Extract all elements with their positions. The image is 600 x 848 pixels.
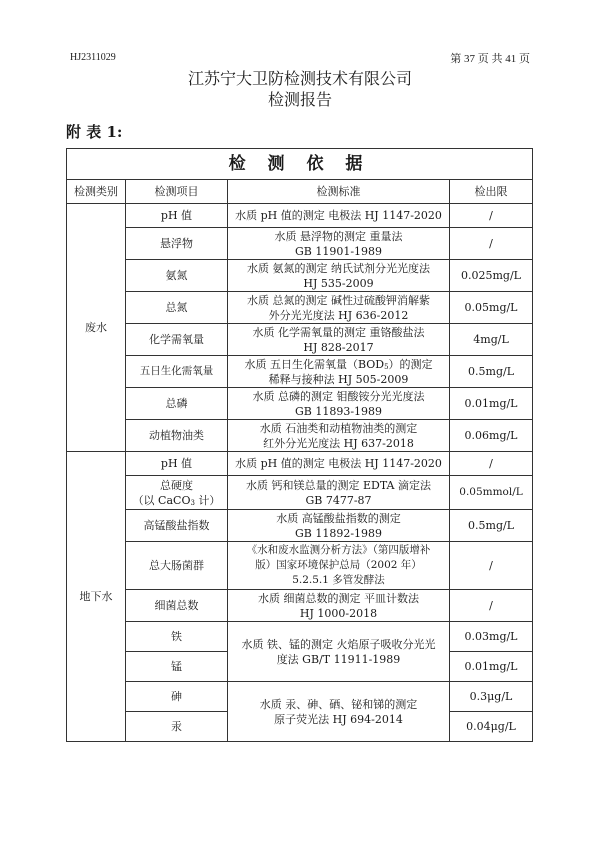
- standard-line: 水质 氨氮的测定 纳氏试剂分光光度法: [247, 261, 430, 275]
- standard-line: GB 11901-1989: [294, 244, 383, 258]
- standard-line: 水质 五日生化需氧量$(BOD_5)$的测定: [244, 357, 433, 371]
- limit-cell: /: [450, 452, 533, 476]
- item-cell: 氨氮: [126, 260, 228, 292]
- standard-cell: [228, 292, 450, 324]
- standard-line: 水质 总磷的测定 钼酸铵分光光度法: [252, 389, 425, 403]
- table-row: [67, 622, 533, 652]
- limit-cell: /: [450, 228, 533, 260]
- item-cell: 总磷: [126, 388, 228, 420]
- standard-cell: [228, 260, 450, 292]
- standard-line: 版）国家环境保护总局（2002 年）: [255, 559, 422, 571]
- table-row: [67, 682, 533, 712]
- limit-cell: 0.06mg/L: [450, 420, 533, 452]
- item-cell: 汞: [126, 712, 228, 742]
- standard-line: 水质 高锰酸盐指数的测定: [276, 511, 401, 525]
- standard-line: 水质 pH 值的测定 电极法 HJ 1147-2020: [235, 457, 442, 470]
- table-row: [67, 292, 533, 324]
- standard-cell: [228, 452, 450, 476]
- limit-cell: 0.5mg/L: [450, 356, 533, 388]
- item-cell: 细菌总数: [126, 590, 228, 622]
- category-wastewater: 废水: [67, 204, 126, 452]
- company-name: 江苏宁大卫防检测技术有限公司: [187, 69, 412, 88]
- item-cell: pH 值: [126, 452, 228, 476]
- standard-line: GB 7477-87: [305, 493, 372, 507]
- standard-cell: [228, 590, 450, 622]
- limit-cell: 0.03mg/L: [450, 622, 533, 652]
- limit-cell: 0.01mg/L: [450, 652, 533, 682]
- table-row: [67, 452, 533, 476]
- limit-cell: /: [450, 204, 533, 228]
- table-row: [67, 228, 533, 260]
- standard-cell: [228, 542, 450, 590]
- table-row: [67, 510, 533, 542]
- limit-cell: /: [450, 590, 533, 622]
- table-row: [67, 476, 533, 510]
- standard-line: 水质 细菌总数的测定 平皿计数法: [258, 591, 419, 605]
- standard-cell: [228, 324, 450, 356]
- standard-line: 水质 钙和镁总量的测定 EDTA 滴定法: [245, 478, 432, 492]
- standard-line: HJ 535-2009: [303, 276, 374, 290]
- item-cell: 铁: [126, 622, 228, 652]
- standard-cell: [228, 476, 450, 510]
- table-row: [67, 260, 533, 292]
- standard-line: HJ 828-2017: [303, 340, 374, 354]
- standard-line: 稀释与接种法 HJ 505-2009: [268, 372, 409, 386]
- item-cell: 砷: [126, 682, 228, 712]
- standard-line: 水质 铁、锰的测定 火焰原子吸收分光光: [241, 637, 436, 651]
- report-number: HJ2311029: [70, 52, 116, 63]
- standard-line: 水质 悬浮物的测定 重量法: [274, 229, 403, 243]
- col-header-category: 检测类别: [67, 180, 126, 204]
- standard-cell: [228, 510, 450, 542]
- table-row: [67, 590, 533, 622]
- limit-cell: 0.05mg/L: [450, 292, 533, 324]
- limit-cell: /: [450, 542, 533, 590]
- item-cell: pH 值: [126, 204, 228, 228]
- table-row: [67, 542, 533, 590]
- standard-line: 外分光光度法 HJ 636-2012: [268, 308, 409, 322]
- col-header-limit: 检出限: [450, 180, 533, 204]
- item-cell: 动植物油类: [126, 420, 228, 452]
- table-row: [67, 420, 533, 452]
- standard-line: 红外分光光度法 HJ 637-2018: [263, 436, 414, 450]
- standard-cell: [228, 356, 450, 388]
- standard-line: GB 11892-1989: [294, 526, 383, 540]
- item-cell: 总氮: [126, 292, 228, 324]
- item-cell: 五日生化需氧量: [126, 356, 228, 388]
- limit-cell: 0.05mmol/L: [450, 476, 533, 510]
- detection-basis-table: [66, 148, 533, 742]
- standard-cell: [228, 228, 450, 260]
- standard-cell: [228, 682, 450, 742]
- col-header-item: 检测项目: [126, 180, 228, 204]
- limit-cell: 0.04μg/L: [450, 712, 533, 742]
- table-row: [67, 324, 533, 356]
- standard-line: GB 11893-1989: [294, 404, 383, 418]
- standard-line: 水质 汞、砷、硒、铋和锑的测定: [259, 697, 418, 711]
- standard-cell: [228, 204, 450, 228]
- col-header-standard: 检测标准: [228, 180, 450, 204]
- standard-line: 度法 GB/T 11911-1989: [276, 652, 401, 666]
- report-title: 检测报告: [267, 90, 332, 109]
- item-cell: 悬浮物: [126, 228, 228, 260]
- table-row: [67, 356, 533, 388]
- standard-line: 原子荧光法 HJ 694-2014: [274, 712, 403, 726]
- table-row: [67, 388, 533, 420]
- standard-line: 水质 总氮的测定 碱性过硫酸钾消解紫: [247, 293, 430, 307]
- standard-cell: [228, 420, 450, 452]
- item-cell: 化学需氧量: [126, 324, 228, 356]
- table-row: [67, 204, 533, 228]
- page-info: 第 37 页 共 41 页: [450, 53, 530, 65]
- limit-cell: 0.3μg/L: [450, 682, 533, 712]
- standard-line: 《水和废水监测分析方法》（第四版增补: [246, 544, 431, 556]
- standard-line: 水质 石油类和动植物油类的测定: [259, 421, 418, 435]
- limit-cell: 4mg/L: [450, 324, 533, 356]
- item-cell: 高锰酸盐指数: [126, 510, 228, 542]
- standard-line: HJ 1000-2018: [299, 606, 378, 620]
- limit-cell: 0.01mg/L: [450, 388, 533, 420]
- standard-line: 水质 化学需氧量的测定 重铬酸盐法: [252, 325, 425, 339]
- table-title: 检 测 依 据: [67, 149, 533, 180]
- standard-line: 5.2.5.1 多管发酵法: [292, 574, 385, 586]
- item-cell: 总大肠菌群: [126, 542, 228, 590]
- limit-cell: 0.025mg/L: [450, 260, 533, 292]
- standard-cell: [228, 388, 450, 420]
- standard-line: 水质 pH 值的测定 电极法 HJ 1147-2020: [235, 209, 442, 222]
- item-cell: 总硬度 （以 CaCO$_3$ 计）: [126, 476, 228, 510]
- item-cell: 锰: [126, 652, 228, 682]
- limit-cell: 0.5mg/L: [450, 510, 533, 542]
- standard-cell: [228, 622, 450, 682]
- category-groundwater: 地下水: [67, 452, 126, 742]
- annex-label: 附 表 1:: [66, 123, 123, 141]
